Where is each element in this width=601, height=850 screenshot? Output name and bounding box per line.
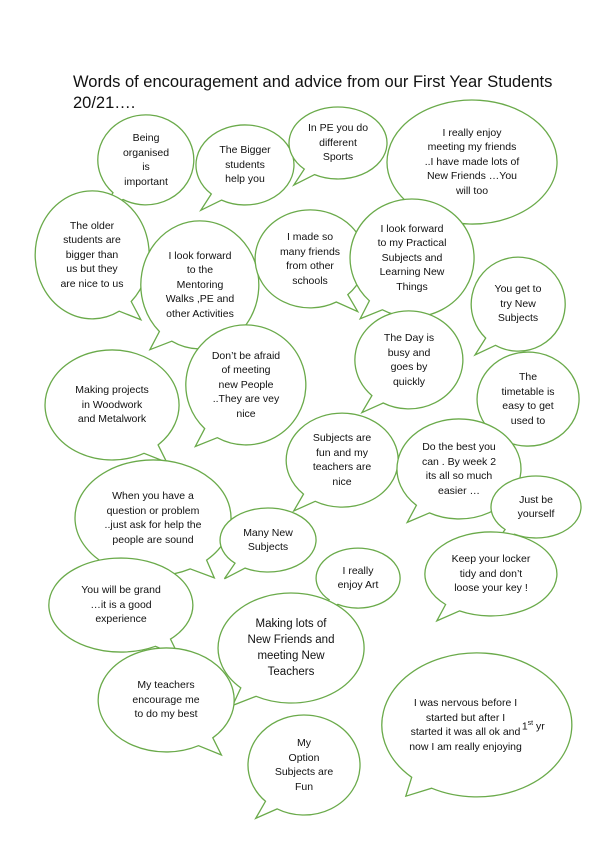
speech-bubble-text: The Day is busy and goes by quickly [383,332,435,388]
speech-bubble-text: I really enjoy meeting my friends ..I have made lots of New Friends …You will too [424,126,520,197]
speech-bubble-text: Keep your locker tidy and don’t loose your key ! [451,553,531,595]
speech-bubble-text: Subjects are fun and my teachers are nice [312,432,372,488]
speech-bubble-text: I was nervous before I started but after I started it was all ok and now I am really enjoying 1st yr [409,697,545,753]
speech-bubble-text: Making lots of New Friends and meeting New Teachers [247,618,335,678]
speech-bubble-text: Many New Subjects [243,526,293,553]
speech-bubble-text: Do the best you can . By week 2 its all so much easier … [421,441,497,497]
speech-bubble-text: You get to try New Subjects [494,283,542,325]
speech-bubble-text: I made so many friends from other schools [279,231,341,287]
speech-bubble-text: You will be grand …it is a good experience [81,584,161,626]
speech-bubble-text: The timetable is easy to get used to [501,371,555,427]
speech-bubble-text: When you have a question or problem ..just ask for help the people are sound [104,490,202,546]
speech-bubble-text: The older students are bigger than us but they are nice to us [60,219,124,290]
speech-bubble-text: My Option Subjects are Fun [274,737,334,793]
speech-bubble-text: I look forward to the Mentoring Walks ,PE and other Activities [165,249,235,320]
speech-bubble-text: The Bigger students help you [219,144,271,186]
speech-bubble-text: My teachers encourage me to do my best [132,679,200,721]
speech-bubble-text: I really enjoy Art [337,564,379,591]
speech-bubble-text: Being organised is important [122,132,170,188]
speech-bubble-text: I look forward to my Practical Subjects and Learning New Things [377,222,447,293]
speech-bubble-text: Making projects in Woodwork and Metalwork [75,384,149,426]
speech-bubble-text: Just be yourself [517,493,555,520]
speech-bubble-text: In PE you do different Sports [307,122,369,164]
page-title: Words of encouragement and advice from our First Year Students 20/21…. [73,73,553,112]
speech-bubble-text: Don’t be afraid of meeting new People ..They are vey nice [211,349,281,420]
